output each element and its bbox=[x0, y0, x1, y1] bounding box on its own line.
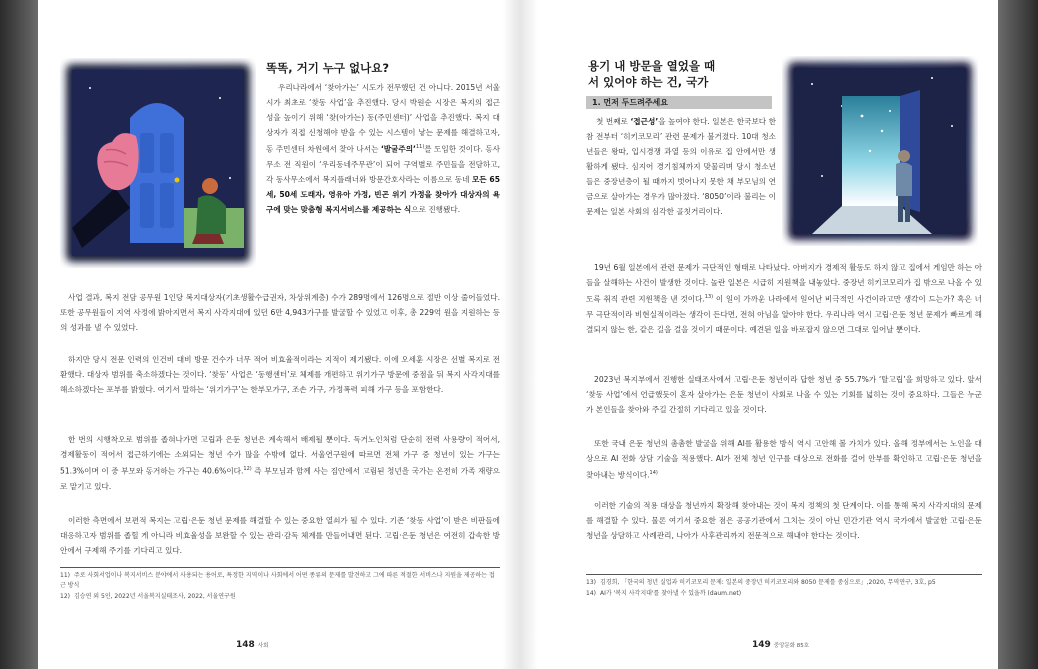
right-paragraph-2: 19년 6월 일본에서 관련 문제가 극단적인 형태로 나타났다. 아버지가 경제적 활동도 하지 않고 집에서 게임만 하는 아들을 살해하는 사건이 발생한 것이다. 놀란 일본은 시급히 지원책을 내놓았다. 중장년 히키코모리가 집 밖으로 나올 수 있도록 취직 관련 지원책을 낸 것이다.$^{13)}$ 이 일이 가까운 나라에서 일어난 비극적인 사건이라고만 생각이 드는가? 혹은 너무 극단적이라 비현실적이라는 생각이 든다면, 전혀 아님을 알아야 한다. 우리나라 역시 고립·은둔 청년 문제가 빠르게 해결되지 않는 한, 같은 길을 걸을 것이기 때문이다. 예견된 일을 바로잡지 않으면 그대로 일어날 뿐이다. bbox=[586, 263, 982, 334]
right-page bbox=[520, 0, 998, 669]
left-paragraph-4: 한 번의 시행착오로 범위를 좁혀나가면 고립과 은둔 청년은 계속해서 배제될 뿐이다. 독거노인처럼 단순히 전력 사용량이 적어서, 경제활동이 적어서 접근하기에는 소외되는 청년 수가 많을 수밖에 없다. 서울연구원에 따르면 전체 가구 중 청년이 있는 가구는 51.3%이며 이 중 부모와 동거하는 가구는 40.6%이다.$^{12)}$ 즉 부모님과 함께 사는 집안에서 고립된 청년을 국가는 온전히 가족 재량으로 맡기고 있다. bbox=[60, 435, 500, 491]
footnote-13: 13) 김경희, 「한국의 청년 실업과 히키코모리 문제: 일본의 중장년 히키코모리와 8050 문제를 중심으로」,2020, 무역연구, 3호, p5 bbox=[586, 579, 936, 586]
open-door-illustration bbox=[782, 56, 978, 246]
page-number-right: 149 중앙문화 85호 bbox=[752, 640, 810, 650]
left-paragraph-2: 사업 결과, 복지 전담 공무원 1인당 복지대상자(기초생활수급권자, 차상위계층) 수가 289명에서 126명으로 절반 이상 줄어들었다. 또한 공무원들이 지역 사정에 밝아지면서 복지 사각지대에 있던 6만 4,943가구를 발굴할 수 있었고 이후, 총 229억 원을 지원하는 등의 성과를 낼 수 있었다. bbox=[60, 293, 500, 332]
left-heading: 똑똑, 거기 누구 없나요? bbox=[266, 61, 390, 75]
book-edge-right bbox=[998, 0, 1038, 669]
page-number-left: 148 사회 bbox=[236, 640, 269, 650]
right-heading: 용기 내 방문을 열었을 때 서 있어야 하는 건, 국가 bbox=[588, 59, 716, 89]
right-paragraph-4: 또한 국내 은둔 청년의 촘촘한 발굴을 위해 AI를 활용한 방식 역시 고안해 볼 가치가 있다. 올해 정부에서는 노인을 대상으로 AI 전화 상담 기술을 적용했다. AI가 전체 청년 인구를 대상으로 전화를 걸어 안부를 확인하고 고립·은둔 청년을 찾아내는 방식이다.$^{14)}$ bbox=[586, 439, 982, 480]
footnote-11: 11) 주로 사회서업이나 복지서비스 분야에서 사용되는 용어로, 특정한 지역이나 사회에서 어떤 종류의 문제를 발견하고 그에 따른 적절한 서비스나 지원을 제공하는 접근 방식 bbox=[60, 572, 495, 589]
left-intro-paragraph: 우리나라에서 ‘찾아가는’ 시도가 전무했던 건 아니다. 2015년 서울시가 최초로 ‘찾동 사업’을 추진했다. 당시 박원순 시장은 복지의 접근성을 높이기 위해 ‘찾(아가는) 동(주민센터)’ 사업을 추진했다. 복지 대상자가 직접 신청해야 받을 수 있는 시스템이 낳는 문제를 해결하고자, 동 주민센터 차원에서 찾아 나서는 ‘발굴주의’$^{11)}$를 도입한 것이다. 동사무소 전 직원이 ‘우리동네주무관’이 되어 구역별로 주민들을 전담하고, 각 동사무소에서 복지플래너와 방문간호사라는 이름으로 동네 모든 65세, 50세 도래자, 영유아 가정, 빈곤 위기 가정을 찾아가 대상자의 욕구에 맞는 맞춤형 복지서비스를 제공하는 식으로 진행됐다. bbox=[266, 83, 500, 214]
footnote-14: 14) AI가 '복지 사각지대'를 찾아낼 수 있을까 (daum.net) bbox=[586, 590, 742, 597]
left-paragraph-5: 이러한 측면에서 보편적 복지는 고립·은둔 청년 문제를 해결할 수 있는 중요한 열쇠가 될 수 있다. 기존 ‘찾동 사업’이 받은 비판들에 대응하고자 범위를 좁힐 게 아니라 비효율성을 보완할 수 있는 관리·감독 체계를 만들어내면 된다. 고립·은둔 청년은 여전히 갑속한 방 안에서 구제해 주기를 기다리고 있다. bbox=[60, 516, 500, 555]
left-paragraph-3: 하지만 당시 전문 인력의 인건비 대비 방문 건수가 너무 적어 비효율적이라는 지적이 제기됐다. 이에 오세훈 시장은 선별 복지로 전환했다. 대상자 범위를 축소하겠다는 것이다. ‘찾동’ 사업은 ‘동행센터’로 체제를 개편하고 위기가구 방문에 중점을 둬 복지 사각지대를 해소하겠다는 포부를 밝혔다. 여기서 말하는 ‘위기가구’는 한부모가구, 조손 가구, 가정폭력 피해 가구 등을 포함한다. bbox=[60, 355, 500, 394]
right-intro-paragraph: 첫 번째로 ‘접근성’을 높여야 한다. 일본은 한국보다 한참 전부터 ‘히키코모리’ 관련 문제가 불거졌다. 10대 청소년들은 왕따, 입시경쟁 과열 등의 이유로 집 안에서만 생활하게 됐다. 심지어 경기침체까지 맞물리며 당시 청소년들은 중장년층이 될 때까지 벗어나지 못한 채 부모님의 연금으로 살아가는 경우가 많아졌다. ‘8050’이라 불리는 이 문제는 일본 사회의 심각한 골칫거리이다. bbox=[586, 117, 776, 216]
knocking-hand-illustration bbox=[60, 58, 256, 268]
book-edge-left bbox=[0, 0, 38, 669]
right-paragraph-5: 이러한 기술의 적용 대상을 청년까지 확장해 찾아내는 것이 복지 정책의 첫 단계이다. 이를 통해 복지 사각지대의 문제를 해결할 수 있다. 물론 여기서 중요한 점은 공공기관에서 그치는 것이 아닌 민간기관 역시 국가에서 발굴한 고립·은둔 청년을 상담하고 사례관리, 나아가 사후관리까지 전문적으로 해내야 한다는 것이다. bbox=[586, 501, 982, 540]
footnote-12: 12) 김승연 외 5인, 2022년 서울복지실태조사, 2022, 서울연구원 bbox=[60, 593, 236, 600]
footnote-rule bbox=[60, 567, 500, 568]
footnote-rule-right bbox=[586, 574, 982, 575]
left-page bbox=[38, 0, 520, 669]
subhead-bar: 1. 먼저 두드려주세요 bbox=[586, 96, 772, 109]
right-paragraph-3: 2023년 복지부에서 진행한 실태조사에서 고립·은둔 청년이라 답한 청년 중 55.7%가 ‘탈고립’을 희망하고 있다. 앞서 ‘찾동 사업’에서 언급했듯이 혼자 살아가는 은둔 청년이 사회로 나올 수 있는 기회를 넓히는 것이 중요하다. 그들은 누군가 본인들을 찾아와 주길 간절히 기다리고 있을 것이다. bbox=[586, 375, 982, 414]
